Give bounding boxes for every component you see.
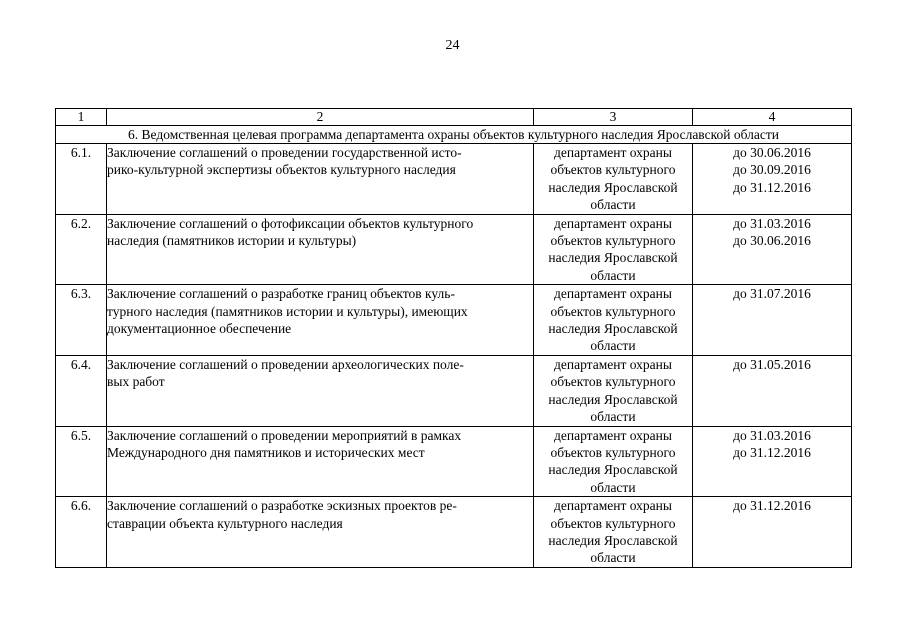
responsible-line: департамент охраны <box>554 145 672 160</box>
description-line: Заключение соглашений о проведении археологических поле- <box>107 356 464 372</box>
responsible-line: объектов культурного <box>550 303 676 319</box>
responsible-line: департамент охраны <box>554 427 672 443</box>
deadline: до 31.12.2016 <box>733 498 811 514</box>
deadlines <box>693 144 852 215</box>
responsible-party <box>534 285 693 356</box>
item-description <box>107 285 534 356</box>
deadline: до 31.07.2016 <box>733 286 811 302</box>
deadline: до 30.09.2016 <box>733 162 811 178</box>
deadlines <box>693 426 852 497</box>
table-row <box>56 355 852 426</box>
responsible-line: области <box>590 338 636 354</box>
responsible-line: наследия Ярославской <box>548 391 678 407</box>
responsible-line: департамент охраны <box>554 356 672 372</box>
column-number: 1 <box>56 109 107 126</box>
description-line: вых работ <box>107 374 165 390</box>
section-title-row <box>56 126 852 144</box>
responsible-line: объектов культурного <box>550 233 676 249</box>
description-line: Заключение соглашений о проведении государственной исто- <box>107 145 462 160</box>
deadline: до 30.06.2016 <box>733 233 811 249</box>
responsible-line: объектов культурного <box>550 444 676 460</box>
item-number: 6.5. <box>56 426 107 497</box>
responsible-line: области <box>590 197 636 213</box>
responsible-line: наследия Ярославской <box>548 462 678 478</box>
responsible-line: департамент охраны <box>554 215 672 231</box>
responsible-party <box>534 355 693 426</box>
table-row <box>56 497 852 568</box>
responsible-line: области <box>590 550 636 566</box>
responsible-line: наследия Ярославской <box>548 250 678 266</box>
responsible-party <box>534 214 693 285</box>
deadlines <box>693 355 852 426</box>
column-number: 3 <box>534 109 693 126</box>
item-number: 6.1. <box>56 144 107 215</box>
responsible-line: наследия Ярославской <box>548 179 678 195</box>
responsible-line: департамент охраны <box>554 286 672 302</box>
item-number: 6.4. <box>56 355 107 426</box>
table-row <box>56 285 852 356</box>
column-number: 4 <box>693 109 852 126</box>
description-line: турного наследия (памятников истории и культуры), имеющих <box>107 303 468 319</box>
responsible-line: наследия Ярославской <box>548 532 678 548</box>
description-line: Заключение соглашений о фотофиксации объектов культурного <box>107 215 474 231</box>
item-number: 6.3. <box>56 285 107 356</box>
deadline: до 31.05.2016 <box>733 356 811 372</box>
description-line: Международного дня памятников и исторических мест <box>107 444 425 460</box>
item-number: 6.2. <box>56 214 107 285</box>
activity-table <box>55 108 852 568</box>
table-row <box>56 426 852 497</box>
item-number: 6.6. <box>56 497 107 568</box>
responsible-party <box>534 497 693 568</box>
responsible-line: области <box>590 267 636 283</box>
deadline: до 31.12.2016 <box>733 179 811 195</box>
table-row <box>56 144 852 215</box>
description-line: Заключение соглашений о разработке границ объектов куль- <box>107 286 455 302</box>
deadlines <box>693 497 852 568</box>
responsible-line: объектов культурного <box>550 515 676 531</box>
description-line: документационное обеспечение <box>107 321 292 337</box>
item-description <box>107 144 534 215</box>
responsible-party <box>534 426 693 497</box>
deadline: до 30.06.2016 <box>733 145 811 160</box>
deadlines <box>693 214 852 285</box>
item-description <box>107 355 534 426</box>
item-description <box>107 426 534 497</box>
deadline: до 31.03.2016 <box>733 215 811 231</box>
page-number: 24 <box>445 38 460 53</box>
column-number-row <box>56 109 852 126</box>
section-title: 6. Ведомственная целевая программа департамента охраны объектов культурного наследия Ярославской области <box>56 126 852 144</box>
item-description <box>107 214 534 285</box>
item-description <box>107 497 534 568</box>
description-line: рико-культурной экспертизы объектов культурного наследия <box>107 162 456 178</box>
responsible-line: объектов культурного <box>550 374 676 390</box>
description-line: ставрации объекта культурного наследия <box>107 515 343 531</box>
deadline: до 31.03.2016 <box>733 427 811 443</box>
responsible-line: объектов культурного <box>550 162 676 178</box>
responsible-line: области <box>590 479 636 495</box>
deadline: до 31.12.2016 <box>733 444 811 460</box>
responsible-line: наследия Ярославской <box>548 321 678 337</box>
description-line: наследия (памятников истории и культуры) <box>107 233 357 249</box>
column-number: 2 <box>107 109 534 126</box>
description-line: Заключение соглашений о разработке эскизных проектов ре- <box>107 498 457 514</box>
responsible-line: департамент охраны <box>554 498 672 514</box>
deadlines <box>693 285 852 356</box>
responsible-party <box>534 144 693 215</box>
responsible-line: области <box>590 409 636 425</box>
table-row <box>56 214 852 285</box>
description-line: Заключение соглашений о проведении мероприятий в рамках <box>107 427 462 443</box>
